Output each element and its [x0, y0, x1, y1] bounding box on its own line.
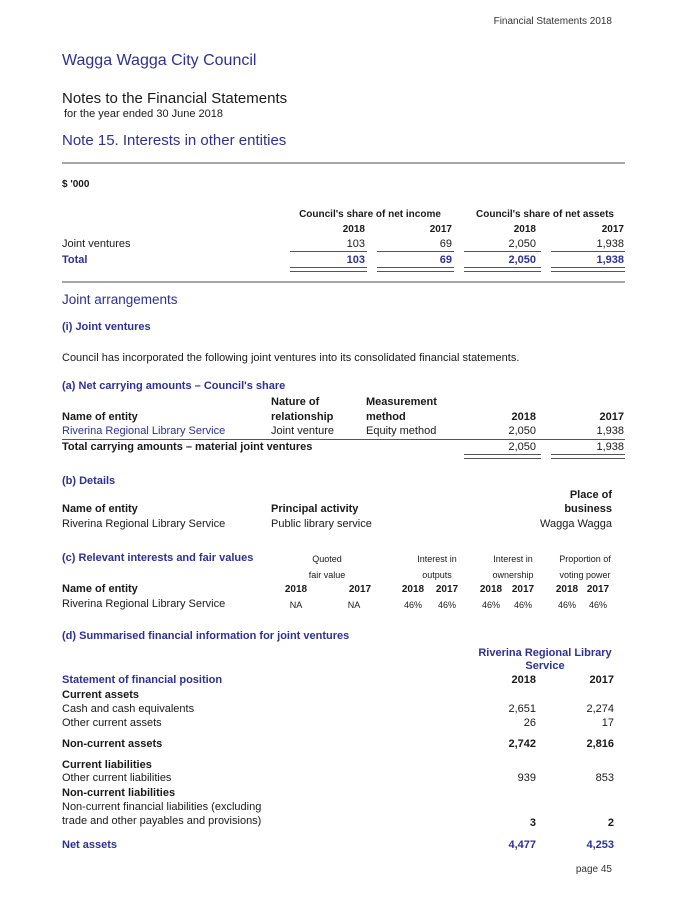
col-year: 2017 — [435, 584, 459, 595]
note-title: Note 15. Interests in other entities — [62, 132, 287, 149]
activity-value: Public library service — [271, 518, 372, 530]
section-c-heading: (c) Relevant interests and fair values — [62, 552, 254, 564]
joint-arrangements-heading: Joint arrangements — [62, 292, 178, 307]
other-ca-label: Other current assets — [62, 717, 162, 729]
interest-cell: 46% — [403, 600, 422, 610]
total-double-rule — [551, 454, 625, 459]
ncfl-2018: 3 — [529, 817, 536, 829]
net-assets-label: Net assets — [62, 839, 118, 851]
col-year: 2017 — [589, 674, 614, 686]
section-d-heading: (d) Summarised financial information for joint ventures — [62, 630, 350, 642]
column-rule — [377, 251, 454, 252]
entity-name: Riverina Regional Library Service — [62, 425, 226, 437]
cash-label: Cash and cash equivalents — [62, 703, 195, 715]
summary-cell: 1,938 — [596, 238, 624, 250]
col-entity: Name of entity — [62, 583, 138, 595]
cash-2017: 2,274 — [586, 703, 614, 715]
total-double-rule — [377, 267, 454, 272]
net-assets-2017: 4,253 — [586, 839, 614, 851]
other-cl-label: Other current liabilities — [62, 772, 172, 784]
interest-cell: NA — [289, 600, 303, 610]
method-value: Equity method — [366, 425, 437, 437]
carrying-2018: 2,050 — [508, 425, 536, 437]
summary-total-cell: 69 — [439, 254, 452, 266]
nca-2017: 2,816 — [586, 738, 614, 750]
joint-ventures-heading: (i) Joint ventures — [62, 321, 151, 333]
place-value: Wagga Wagga — [540, 518, 612, 530]
col-year: 2017 — [511, 584, 535, 595]
total-double-rule — [464, 267, 541, 272]
col-nature: Nature of — [271, 396, 320, 408]
organisation-name: Wagga Wagga City Council — [62, 52, 257, 69]
intro-paragraph: Council has incorporated the following joint ventures into its consolidated financial statements. — [62, 352, 520, 364]
col-place-1: Place of — [569, 489, 612, 501]
col-year: 2018 — [284, 584, 308, 595]
col-entity: Name of entity — [62, 503, 138, 515]
other-ca-2018: 26 — [523, 717, 536, 729]
summary-group-assets: Council's share of net assets — [476, 209, 614, 220]
carrying-total-2017: 1,938 — [596, 441, 624, 453]
summary-group-income: Council's share of net income — [299, 209, 441, 220]
ncl-heading: Non-current liabilities — [62, 787, 176, 799]
summary-cell: 2,050 — [508, 238, 536, 250]
section-rule — [62, 281, 625, 283]
col-voting: Proportion of — [559, 554, 611, 564]
nca-2018: 2,742 — [508, 738, 536, 750]
carrying-2017: 1,938 — [596, 425, 624, 437]
summary-total-label: Total — [62, 254, 88, 266]
total-double-rule — [290, 267, 367, 272]
summary-total-cell: 2,050 — [508, 254, 536, 266]
col-interest-ownership-2: ownership — [492, 570, 534, 580]
summary-cell: 69 — [439, 238, 452, 250]
col-measurement: Measurement — [366, 396, 437, 408]
col-interest-outputs: Interest in — [417, 554, 457, 564]
entity-column-title: Riverina Regional Library — [478, 647, 612, 659]
page-number: page 45 — [575, 864, 612, 875]
cash-2018: 2,651 — [508, 703, 536, 715]
current-assets-heading: Current assets — [62, 689, 140, 701]
col-nature-2: relationship — [271, 411, 334, 423]
summary-row-label: Joint ventures — [62, 238, 131, 250]
col-year: 2018 — [479, 584, 503, 595]
carrying-total-label: Total carrying amounts – material joint ventures — [62, 441, 313, 453]
col-voting-2: voting power — [559, 570, 611, 580]
col-quoted: Quoted — [312, 554, 342, 564]
column-rule — [551, 251, 625, 252]
interest-cell: 46% — [513, 600, 532, 610]
col-year: 2017 — [348, 584, 372, 595]
carrying-total-2018: 2,050 — [508, 441, 536, 453]
interest-cell: NA — [347, 600, 361, 610]
col-year: 2018 — [511, 674, 536, 686]
interest-cell: 46% — [557, 600, 576, 610]
row-rule — [62, 439, 625, 440]
col-year: 2018 — [401, 584, 425, 595]
total-double-rule — [551, 267, 625, 272]
other-cl-2017: 853 — [595, 772, 614, 784]
interest-cell: 46% — [437, 600, 456, 610]
col-measurement-2: method — [366, 411, 406, 423]
section-rule — [62, 162, 625, 164]
col-activity: Principal activity — [271, 503, 359, 515]
ncfl-label-2: trade and other payables and provisions) — [62, 815, 262, 827]
col-year: 2018 — [555, 584, 579, 595]
units-label: $ '000 — [62, 179, 90, 190]
interest-cell: 46% — [481, 600, 500, 610]
period-text: for the year ended 30 June 2018 — [64, 108, 224, 120]
column-rule — [290, 251, 367, 252]
relationship-value: Joint venture — [271, 425, 334, 437]
summary-total-cell: 1,938 — [596, 254, 624, 266]
col-quoted-2: fair value — [308, 570, 346, 580]
sfp-heading: Statement of financial position — [62, 674, 223, 686]
summary-total-cell: 103 — [346, 254, 365, 266]
document-title: Notes to the Financial Statements — [62, 90, 288, 107]
net-assets-2018: 4,477 — [508, 839, 536, 851]
summary-cell: 103 — [346, 238, 365, 250]
summary-year: 2018 — [342, 224, 365, 235]
other-ca-2017: 17 — [601, 717, 614, 729]
col-year: 2018 — [511, 411, 536, 423]
section-b-heading: (b) Details — [62, 475, 116, 487]
interest-cell: 46% — [588, 600, 607, 610]
column-rule — [464, 251, 541, 252]
col-year: 2017 — [586, 584, 610, 595]
ncfl-2017: 2 — [607, 817, 614, 829]
section-a-heading: (a) Net carrying amounts – Council's share — [62, 380, 286, 392]
ncfl-label: Non-current financial liabilities (excluding — [62, 801, 262, 813]
col-year: 2017 — [599, 411, 624, 423]
col-interest-ownership: Interest in — [493, 554, 533, 564]
summary-year: 2017 — [601, 224, 624, 235]
current-liabilities-heading: Current liabilities — [62, 759, 152, 771]
col-interest-outputs-2: outputs — [422, 570, 452, 580]
col-place-2: business — [564, 503, 612, 515]
other-cl-2018: 939 — [517, 772, 536, 784]
total-double-rule — [464, 454, 541, 459]
running-header: Financial Statements 2018 — [493, 16, 612, 27]
entity-name: Riverina Regional Library Service — [62, 598, 226, 610]
col-entity: Name of entity — [62, 411, 138, 423]
entity-name: Riverina Regional Library Service — [62, 518, 226, 530]
summary-year: 2018 — [513, 224, 536, 235]
summary-year: 2017 — [429, 224, 452, 235]
entity-column-title-2: Service — [525, 660, 565, 672]
nca-label: Non-current assets — [62, 738, 163, 750]
